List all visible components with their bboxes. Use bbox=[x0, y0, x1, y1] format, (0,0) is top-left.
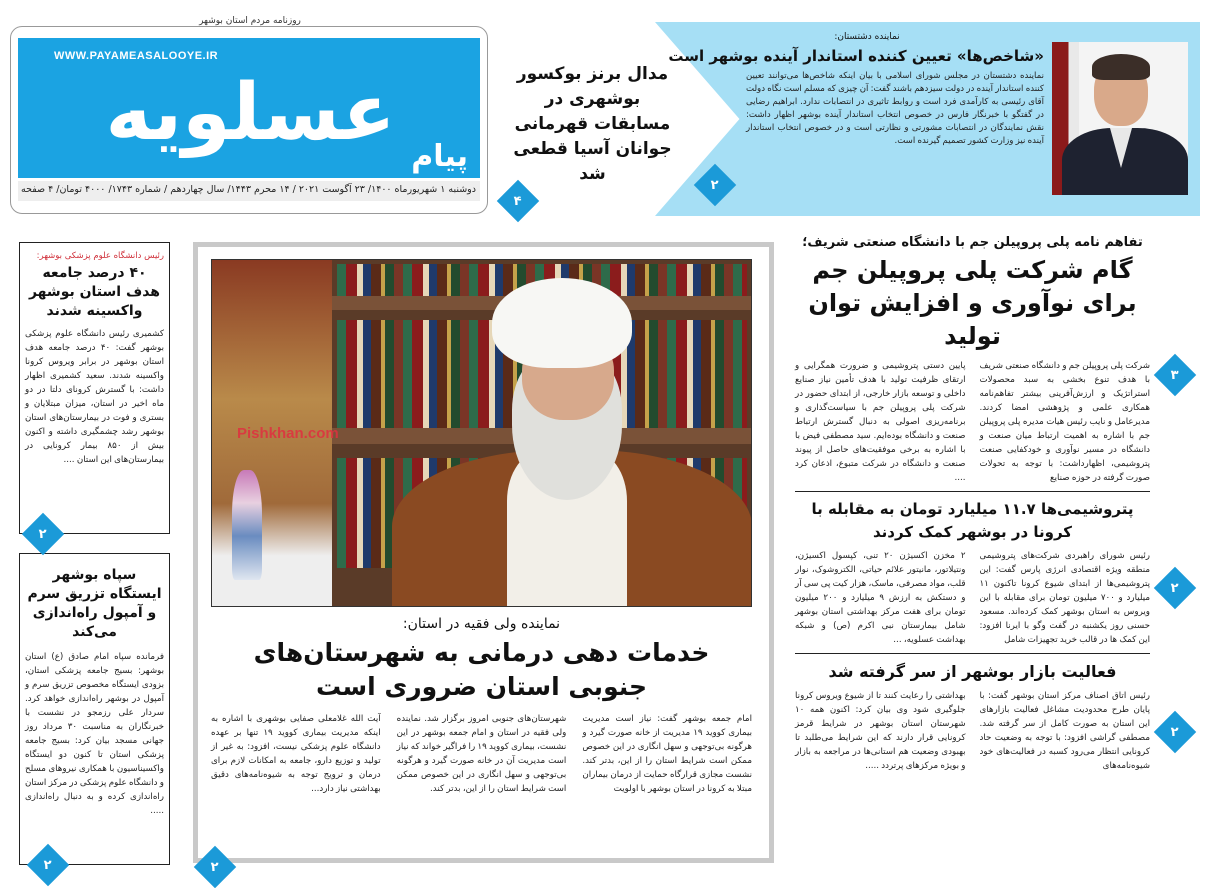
right1-body-col2: پایین دستی پتروشیمی و ضرورت همگرایی و ارتقای ظرفیت تولید با هدف تأمین نیاز صنایع داخلی و توسعه بازار خارجی، از ابتدای حضور در شرکت پلی پروپیلن جم با سیاست‌گذاری و برنامه‌ریزی اصولی به دنبال گسترش ارتباط صنعت و دانشگاه بوده‌ایم. سید مصطفی فیض با با اشاره به برخی موفقیت‌های حاصل از پیوند صنعت و دانشگاه در شرکت متبوع، اذعان کرد .... bbox=[795, 361, 966, 483]
left1-headline[interactable]: ۴۰ درصد جامعه هدف استان بوشهر واکسینه شدند bbox=[28, 265, 161, 319]
right1-body-col1: شرکت پلی پروپیلن جم و دانشگاه صنعتی شریف با هدف تنوع بخشی به سبد محصولات استراتژیک و ارزش‌آفرینی بیشتر تفاهم‌نامه همکاری علمی و پژوهشی امضا کردند. مدیرعامل و نایب رئیس هیات مدیره پلی پروپیلن جم با اشاره به اهمیت ارتباط میان صنعت و دانشگاه در مسیر نوآوری و خودکفایی صنعت پتروشیمی، اظهارداشت: با توجه به تحولات صورت گرفته در حوزه صنایع bbox=[979, 361, 1150, 483]
right1-headline[interactable]: گام شرکت پلی پروپیلن جم برای نوآوری و افزایش توان تولید bbox=[808, 256, 1137, 350]
right3-body-col1: رئیس اتاق اصناف مرکز استان بوشهر گفت: با پایان طرح محدودیت مشاغل فعالیت بازارهای این استان به صورت کامل از سر گرفته شد. مصطفی گراشی افزود: با توجه به وضعیت حاد کرونایی انتظار می‌رود کسبه در فعالیت‌های خود شیوه‌نامه‌های bbox=[979, 691, 1150, 771]
mp-portrait-photo bbox=[1052, 42, 1188, 195]
banner-kicker: نماینده دشتستان: bbox=[834, 32, 900, 42]
left-column bbox=[19, 242, 170, 873]
lead-story-text bbox=[211, 614, 752, 796]
left1-kicker: رئیس دانشگاه علوم پزشکی بوشهر: bbox=[36, 251, 164, 261]
right2-body-col1: رئیس شورای راهبردی شرکت‌های پتروشیمی منطقه ویژه اقتصادی انرژی پارس گفت: این پتروشیمی‌ها از ابتدای شیوع کرونا تاکنون ۱۱ میلیارد و ۷۰۰ میلیون تومان برای مقابله با این ویروس به استان بوشهر کمک کرده‌اند. مسعود حسنی روز یکشنبه در گفت وگو با ایرنا افزود: این کمک ها در قالب خرید تجهیزات شامل bbox=[979, 551, 1150, 645]
banner-body: نماینده دشتستان در مجلس شورای اسلامی با بیان اینکه شاخص‌ها می‌توانند تعیین کننده استاندار آینده در دولت سیزدهم باشند گفت: آن چیزی که مسلم است نگاه دولت آقای رئیسی به کارآمدی فرد است و روابط تاثیری در انتصابات ندارد. ابراهیم رضایی در گفتگو با خبرنگار فارس در خصوص انتخاب استاندار آینده بوشهر اظهار داشت: نقش نمایندگان در انتصابات مشورتی و نظارتی است و در خصوص انتخاب استاندار آینده نیز وزارت کشور تصمیم گیرنده است. bbox=[746, 71, 1044, 146]
page-badge[interactable]: ۴ bbox=[497, 180, 539, 222]
watermark: Pishkhan.com bbox=[237, 425, 339, 442]
lead-headline[interactable]: خدمات دهی درمانی به شهرستان‌های جنوبی استان ضروری است bbox=[253, 638, 710, 701]
page-badge[interactable]: ۲ bbox=[1154, 710, 1196, 752]
lead-kicker: نماینده ولی فقیه در استان: bbox=[402, 616, 561, 632]
story-petrochemical-aid bbox=[795, 498, 1179, 647]
right3-headline[interactable]: فعالیت بازار بوشهر از سر گرفته شد bbox=[828, 662, 1117, 681]
logo-prefix: پیام bbox=[411, 139, 468, 174]
story-polypropylene bbox=[795, 234, 1179, 485]
divider bbox=[795, 653, 1150, 654]
page-badge[interactable]: ۲ bbox=[194, 846, 236, 888]
right1-kicker: تفاهم نامه پلی پروپیلن جم با دانشگاه صنعتی شریف؛ bbox=[802, 235, 1143, 250]
logo-name: عسلویه bbox=[105, 68, 396, 158]
lead-body-col2: شهرستان‌های جنوبی امروز برگزار شد. نماینده ولی فقیه در استان و امام جمعه بوشهر در این نشست، بیماری کووید ۱۹ را فراگیر خواند که نیاز است مدیریت آن در خانه صورت گیرد و هرگونه بی‌توجهی و سهل انگاری در این خصوص ممکن است شرایط استان را از این، بدتر کند. bbox=[396, 714, 567, 794]
issue-dateline: دوشنبه ۱ شهریورماه ۱۴۰۰/ ۲۳ آگوست ۲۰۲۱ / ۱۴ محرم ۱۴۴۳/ سال چهاردهم / شماره ۱۷۴۳/ ۴۰۰۰ تومان/ ۴ صفحه bbox=[18, 181, 480, 201]
divider bbox=[795, 491, 1150, 492]
page-badge[interactable]: ۲ bbox=[22, 513, 64, 555]
masthead-tagline: روزنامه مردم استان بوشهر bbox=[170, 16, 330, 27]
turban bbox=[492, 278, 632, 368]
page-badge[interactable]: ۲ bbox=[27, 844, 69, 886]
left1-body: کشمیری رئیس دانشگاه علوم پزشکی بوشهر گفت: ۴۰ درصد جامعه هدف استان بوشهر در برابر ویروس کرونا واکسینه شدند. سعید کشمیری اظهار داشت: با گسترش کرونای دلتا در دو ماه اخیر در استان، میزان مبتلایان و بستری و فوت در بیمارستان‌های استان بوشهر رشد چشمگیری داشته و اکنون بیش از ۸۵۰ بیمار کرونایی در بیمارستان‌های این استان .... bbox=[25, 329, 165, 465]
newspaper-logo[interactable] bbox=[18, 38, 480, 178]
right-column bbox=[795, 234, 1179, 773]
page-badge[interactable]: ۲ bbox=[694, 164, 736, 206]
story-bazaar bbox=[795, 660, 1179, 773]
news-box-vaccination bbox=[19, 242, 170, 542]
left2-headline[interactable]: سپاه بوشهر ایستگاه تزریق سرم و آمپول راه‌اندازی می‌کند bbox=[27, 567, 162, 640]
teaser-headline[interactable]: مدال برنز بوکسور بوشهری در مسابقات قهرمانی جوانان آسیا قطعی شد bbox=[513, 64, 672, 184]
lead-body-col3: آیت الله غلامعلی صفایی بوشهری با اشاره به اینکه مدیریت بیماری کووید ۱۹ تنها بر عهده دانشگاه علوم پزشکی نیست، افزود: به غیر از تولید و توزیع دارو، جامعه به امکانات لازم برای درمان و ترویج توجه به شیوه‌نامه‌های دقیق بهداشتی نیاز دارد... bbox=[210, 714, 381, 794]
lead-body-col1: امام جمعه بوشهر گفت: نیاز است مدیریت بیماری کووید ۱۹ مدیریت از خانه صورت گیرد و هرگونه بی‌توجهی و سهل انگاری در این خصوص ممکن است شرایط استان را از این، بدتر کند. نشست مجازی قرارگاه حمایت از درمان بیماران مبتلا به کرونا در استان بوشهر با اولویت bbox=[582, 714, 753, 794]
page-badge[interactable]: ۲ bbox=[1154, 566, 1196, 608]
lead-story-photo bbox=[211, 259, 752, 607]
banner-story bbox=[668, 32, 1044, 148]
news-box-irgc-station bbox=[19, 553, 170, 873]
banner-headline[interactable]: «شاخص‌ها» تعیین کننده استاندار آینده بوشهر است bbox=[668, 47, 1044, 65]
left2-body: فرمانده سپاه امام صادق (ع) استان بوشهر: بسیج جامعه پزشکی استان، بزودی ایستگاه مخصوص تزریق سرم و آمپول در بوشهر راه‌اندازی خواهد کرد. سردار علی رزمجو در نشست با خبرنگاران به مناسبت ۳۰ مرداد روز جهانی مسجد بیان کرد: بسیج جامعه پزشکی استان تا کنون دو ایستگاه واکسیناسیون با همکاری نیروهای مسلح و دانشگاه علوم پزشکی در مرکز استان راه‌اندازی کرده و به دنبال راه‌اندازی ..... bbox=[25, 652, 164, 816]
page-badge[interactable]: ۳ bbox=[1154, 353, 1196, 395]
right3-body-col2: بهداشتی را رعایت کنند تا از شیوع ویروس کرونا جلوگیری شود وی بیان کرد: اکنون همه ۱۰ شهرستان استان بوشهر در شرایط قرمز کرونایی قرار دارند که این شرایط می‌طلبد تا بهبودی وضعیت هم استانی‌ها در مراجعه به بازار و بویژه مرکزهای پرتردد ..... bbox=[795, 691, 966, 771]
right2-body-col2: ۲ مخزن اکسیژن ۲۰ تنی، کپسول اکسیژن، ونتیلاتور، مانیتور علائم حیاتی، الکتروشوک، نوار قلب، مواد مصرفی، ماسک، هزار کیت پی سی آر و دستکش به ارزش ۹ میلیارد و ۲۰۰ میلیون تومان برای هفت مرکز بهداشتی استان بوشهر شامل بیمارستان نبی اکرم (ص) و شبکه بهداشت عسلویه، ... bbox=[795, 551, 966, 645]
flower-vase bbox=[232, 470, 262, 580]
lead-body-columns bbox=[211, 712, 752, 796]
right2-headline[interactable]: پتروشیمی‌ها ۱۱.۷ میلیارد تومان به مقابله با کرونا در بوشهر کمک کردند bbox=[811, 500, 1134, 541]
site-url[interactable]: WWW.PAYAMEASALOOYE.IR bbox=[54, 50, 219, 62]
